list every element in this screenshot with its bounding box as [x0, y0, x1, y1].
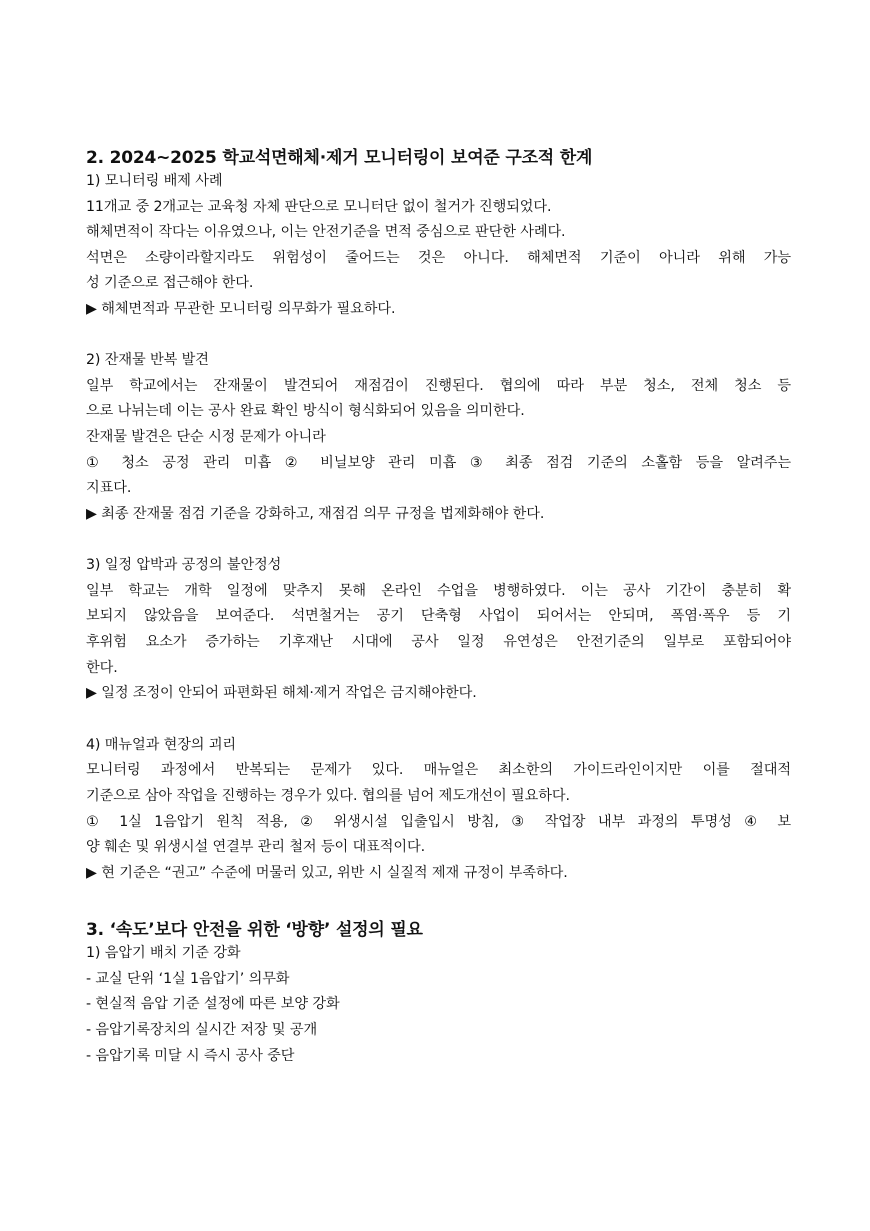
paragraph-line: 으로 나뉘는데 이는 공사 완료 확인 방식이 형식화되어 있음을 의미한다. [86, 403, 525, 419]
paragraph-line: ① 청소 공정 관리 미흡 ② 비닐보양 관리 미흡 ③ 최종 점검 기준의 소홀함 등을 알려주는 [86, 455, 791, 471]
subsection-heading: 4) 매뉴얼과 현장의 괴리 [86, 737, 237, 753]
conclusion-line: ▶ 현 기준은 “권고” 수준에 머물러 있고, 위반 시 실질적 제재 규정이 부족하다. [86, 865, 568, 881]
paragraph-line: 양 훼손 및 위생시설 연결부 관리 철저 등이 대표적이다. [86, 839, 426, 855]
paragraph-line: 일부 학교에서는 잔재물이 발견되어 재점검이 진행된다. 협의에 따라 부분 청소, 전체 청소 등 [86, 378, 791, 394]
conclusion-line: ▶ 해체면적과 무관한 모니터링 의무화가 필요하다. [86, 301, 396, 317]
paragraph-line: 후위험 요소가 증가하는 기후재난 시대에 공사 일정 유연성은 안전기준의 일부로 포함되어야 [86, 634, 791, 650]
paragraph-line: 11개교 중 2개교는 교육청 자체 판단으로 모니터단 없이 철거가 진행되었다. [86, 199, 552, 215]
subsection-heading: 1) 모니터링 배제 사례 [86, 173, 223, 189]
section-3-title: 3. ‘속도’보다 안전을 위한 ‘방향’ 설정의 필요 [86, 920, 423, 940]
paragraph-line: 성 기준으로 접근해야 한다. [86, 275, 254, 291]
bullet-item: - 음압기록 미달 시 즉시 공사 중단 [86, 1048, 295, 1064]
paragraph-line: ① 1실 1음압기 원칙 적용, ② 위생시설 입출입시 방침, ③ 작업장 내부 과정의 투명성 ④ 보 [86, 814, 791, 830]
paragraph-line: 지표다. [86, 480, 132, 496]
conclusion-line: ▶ 최종 잔재물 점검 기준을 강화하고, 재점검 의무 규정을 법제화해야 한다. [86, 506, 545, 522]
subsection-heading: 3) 일정 압박과 공정의 불안정성 [86, 557, 282, 573]
paragraph-line: 한다. [86, 660, 118, 676]
paragraph-line: 보되지 않았음을 보여준다. 석면철거는 공기 단축형 사업이 되어서는 안되며, 폭염·폭우 등 기 [86, 608, 791, 624]
subsection-heading: 2) 잔재물 반복 발견 [86, 352, 209, 368]
paragraph-line: 모니터링 과정에서 반복되는 문제가 있다. 매뉴얼은 최소한의 가이드라인이지만 이를 절대적 [86, 762, 791, 778]
paragraph-line: 기준으로 삼아 작업을 진행하는 경우가 있다. 협의를 넘어 제도개선이 필요하다. [86, 788, 570, 804]
paragraph-line: 잔재물 발견은 단순 시정 문제가 아니라 [86, 429, 326, 445]
bullet-item: - 현실적 음압 기준 설정에 따른 보양 강화 [86, 996, 340, 1012]
bullet-item: - 교실 단위 ‘1실 1음압기’ 의무화 [86, 971, 290, 987]
paragraph-line: 일부 학교는 개학 일정에 맞추지 못해 온라인 수업을 병행하였다. 이는 공사 기간이 충분히 확 [86, 583, 791, 599]
paragraph-line: 석면은 소량이라할지라도 위험성이 줄어드는 것은 아니다. 해체면적 기준이 아니라 위해 가능 [86, 250, 791, 266]
bullet-item: - 음압기록장치의 실시간 저장 및 공개 [86, 1022, 318, 1038]
conclusion-line: ▶ 일정 조정이 안되어 파편화된 해체·제거 작업은 금지해야한다. [86, 685, 477, 701]
subsection-heading: 1) 음압기 배치 기준 강화 [86, 945, 241, 961]
paragraph-line: 해체면적이 작다는 이유였으나, 이는 안전기준을 면적 중심으로 판단한 사례다. [86, 224, 566, 240]
section-2-title: 2. 2024~2025 학교석면해체·제거 모니터링이 보여준 구조적 한계 [86, 148, 593, 168]
